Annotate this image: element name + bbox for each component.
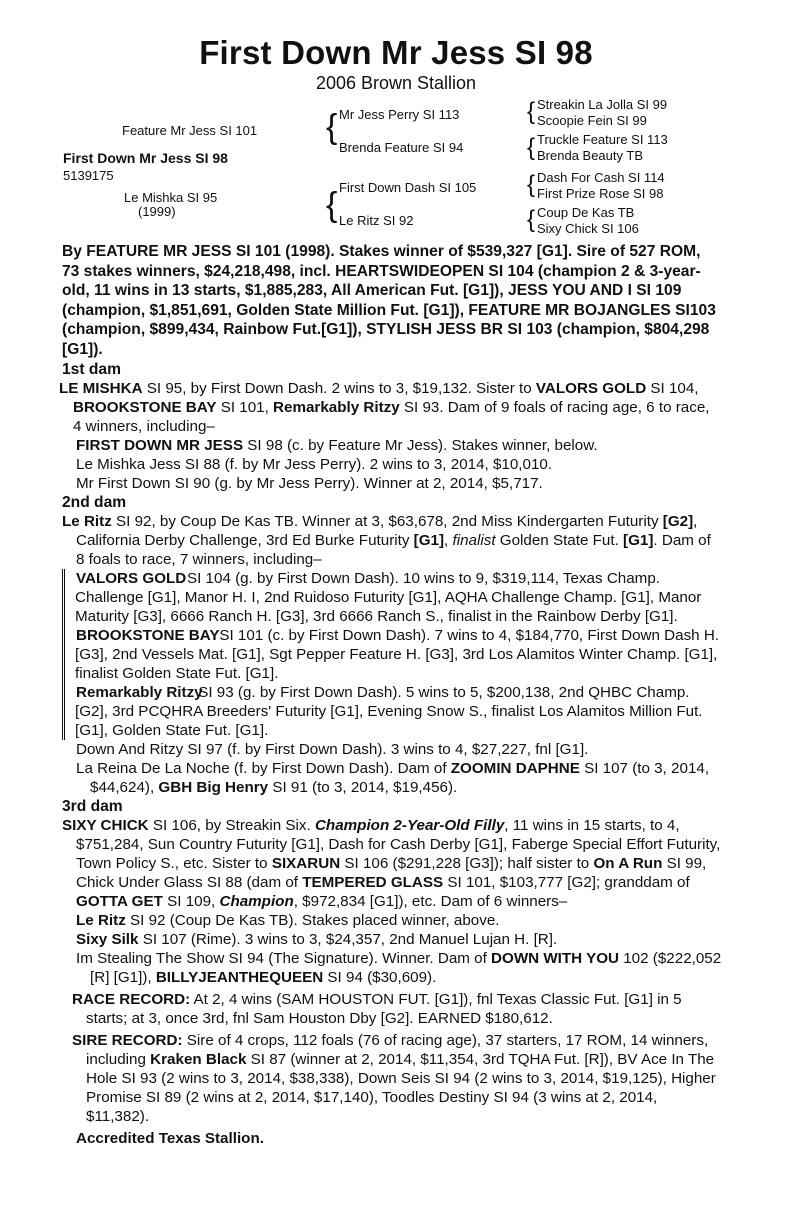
third-dam-offspring: Le Ritz SI 92 (Coup De Kas TB). Stakes placed winner, above.: [76, 912, 500, 929]
pedigree-g7: Coup De Kas TB: [537, 205, 635, 220]
brace-symbol: {: [527, 171, 536, 198]
second-dam-offspring-detail: SI 104 (g. by First Down Dash). 10 wins to 9, $319,114, Texas Champ. Challenge [G1], Manor H. I, 2nd Ruidoso Futurity [G1], AQHA Challenge Champ. [G1], Manor Maturity [G3], 6666 Ranch H. [G3], 3rd 6666 Ranch S., finalist in the Rainbow Derby [G1].: [62, 569, 722, 626]
brace-symbol: {: [527, 206, 536, 233]
third-dam-offspring: Sixy Silk SI 107 (Rime). 3 wins to 3, $24,357, 2nd Manuel Lujan H. [R].: [76, 931, 558, 948]
pedigree-g4: Brenda Beauty TB: [537, 148, 643, 163]
first-dam-offspring: FIRST DOWN MR JESS SI 98 (c. by Feature Mr Jess). Stakes winner, below.: [76, 437, 598, 454]
brace-symbol: {: [326, 186, 338, 224]
second-dam-heading: 2nd dam: [62, 494, 127, 511]
pedigree-g8: Sixy Chick SI 106: [537, 221, 639, 236]
pedigree-g6: First Prize Rose SI 98: [537, 186, 664, 201]
catalog-body: [59, 242, 722, 1148]
pedigree-sire-sire: Mr Jess Perry SI 113: [339, 107, 460, 122]
third-dam-entry: SIXY CHICK SI 106, by Streakin Six. Champion 2-Year-Old Filly, 11 wins in 15 starts, to 4, $751,284, Sun Country Futurity [G1], Dash for Cash Derby [G1], Faberge Special Effort Futurity, Town Policy S., etc. Sister to SIXARUN SI 106 ($291,228 [G3]); half sister to On A Run SI 99, Chick Under Glass SI 88 (dam of TEMPERED GLASS SI 101, $103,777 [G2]; granddam of GOTTA GET SI 109, Champion, $972,834 [G1]), etc. Dam of 6 winners–: [62, 817, 721, 910]
pedigree-g2: Scoopie Fein SI 99: [537, 113, 647, 128]
first-dam-entry: LE MISHKA SI 95, by First Down Dash. 2 wins to 3, $19,132. Sister to VALORS GOLD SI 104, BROOKSTONE BAY SI 101, Remarkably Ritzy SI 93. Dam of 9 foals of racing age, 6 to race, 4 winners, including–: [59, 380, 710, 435]
second-dam-offspring-detail: SI 93 (g. by First Down Dash). 5 wins to 5, $200,138, 2nd QHBC Champ. [G2], 3rd PCQHRA Breeders' Futurity [G1], Evening Snow S., finalist Los Alamitos Million Fut. [G1], Golden State Fut. [G1].: [62, 683, 722, 740]
pedigree-sire-dam: Brenda Feature SI 94: [339, 140, 464, 155]
footer-note: Accredited Texas Stallion.: [76, 1130, 264, 1147]
second-dam-offspring: La Reina De La Noche (f. by First Down Dash). Dam of ZOOMIN DAPHNE SI 107 (to 3, 2014, $44,624), GBH Big Henry SI 91 (to 3, 2014, $19,456).: [76, 760, 710, 796]
third-dam-offspring: Im Stealing The Show SI 94 (The Signature). Winner. Dam of DOWN WITH YOU 102 ($222,052 [R] [G1]), BILLYJEANTHEQUEEN SI 94 ($30,609).: [76, 950, 722, 986]
second-dam-offspring: Down And Ritzy SI 97 (f. by First Down Dash). 3 wins to 4, $27,227, fnl [G1].: [76, 741, 589, 758]
first-dam-offspring: Le Mishka Jess SI 88 (f. by Mr Jess Perry). 2 wins to 3, 2014, $10,010.: [76, 456, 553, 473]
pedigree-dam: Le Mishka SI 95: [124, 190, 218, 205]
pedigree-reg-no: 5139175: [63, 168, 114, 183]
brace-symbol: {: [326, 108, 338, 146]
page-title: First Down Mr Jess SI 98: [199, 34, 593, 71]
pedigree-g1: Streakin La Jolla SI 99: [537, 97, 668, 112]
brace-symbol: {: [527, 98, 536, 125]
first-dam-heading: 1st dam: [62, 361, 121, 378]
second-dam-entry: Le Ritz SI 92, by Coup De Kas TB. Winner at 3, $63,678, 2nd Miss Kindergarten Futurity [G2], California Derby Challenge, 3rd Ed Burke Futurity [G1], finalist Golden State Fut. [G1]. Dam of 8 foals to race, 7 winners, including–: [62, 513, 711, 568]
pedigree-dam-dam: Le Ritz SI 92: [339, 213, 414, 228]
third-dam-heading: 3rd dam: [62, 798, 123, 815]
pedigree-g5: Dash For Cash SI 114: [537, 170, 665, 185]
sire-paragraph: By FEATURE MR JESS SI 101 (1998). Stakes winner of $539,327 [G1]. Sire of 527 ROM, 73 stakes winners, $24,218,498, incl. HEARTSWIDEOPEN SI 104 (champion 2 & 3-year-old, 11 wins in 13 starts, $1,885,283, All American Fut. [G1]), JESS YOU AND I SI 109 (champion, $1,851,691, Golden State Million Fut. [G1]), FEATURE MR BOJANGLES SI103 (champion, $899,434, Rainbow Fut.[G1]), STYLISH JESS BR SI 103 (champion, $804,298 [G1]).: [62, 243, 716, 358]
race-record: RACE RECORD: At 2, 4 wins (SAM HOUSTON FUT. [G1]), fnl Texas Classic Fut. [G1] in 5 starts; at 3, once 3rd, fnl Sam Houston Dby [G2]. EARNED $180,612.: [72, 991, 682, 1027]
page-subtitle: 2006 Brown Stallion: [315, 73, 477, 93]
sire-record: SIRE RECORD: Sire of 4 crops, 112 foals (76 of racing age), 37 starters, 17 ROM, 14 winners, including Kraken Black SI 87 (winner at 2, 2014, $11,354, 3rd TQHA Fut. [R]), BV Ace In The Hole SI 93 (2 wins to 3, 2014, $38,338), Down Seis SI 94 (2 wins to 3, 2014, $19,125), Higher Promise SI 89 (2 wins at 2, 2014, $17,140), Toodles Destiny SI 94 (3 wins at 2, 2014, $11,382).: [72, 1032, 716, 1125]
pedigree-g3: Truckle Feature SI 113: [537, 132, 668, 147]
pedigree-dam-sire: First Down Dash SI 105: [339, 180, 477, 195]
second-dam-offspring: VALORS GOLD: [76, 570, 187, 587]
pedigree-dam-year: (1999): [138, 204, 176, 219]
second-dam-offspring: Remarkably Ritzy: [76, 684, 203, 701]
second-dam-offspring-detail: SI 101 (c. by First Down Dash). 7 wins to 4, $184,770, First Down Dash H. [G3], 2nd Vessels Mat. [G1], Sgt Pepper Feature H. [G3], 3rd Los Alamitos Winter Champ. [G1], finalist Golden State Fut. [G1].: [62, 626, 722, 683]
pedigree-horse: First Down Mr Jess SI 98: [63, 150, 228, 166]
first-dam-offspring: Mr First Down SI 90 (g. by Mr Jess Perry). Winner at 2, 2014, $5,717.: [76, 475, 543, 492]
brace-symbol: {: [527, 134, 536, 161]
pedigree-sire: Feature Mr Jess SI 101: [122, 123, 258, 138]
second-dam-offspring: BROOKSTONE BAY: [76, 627, 220, 644]
